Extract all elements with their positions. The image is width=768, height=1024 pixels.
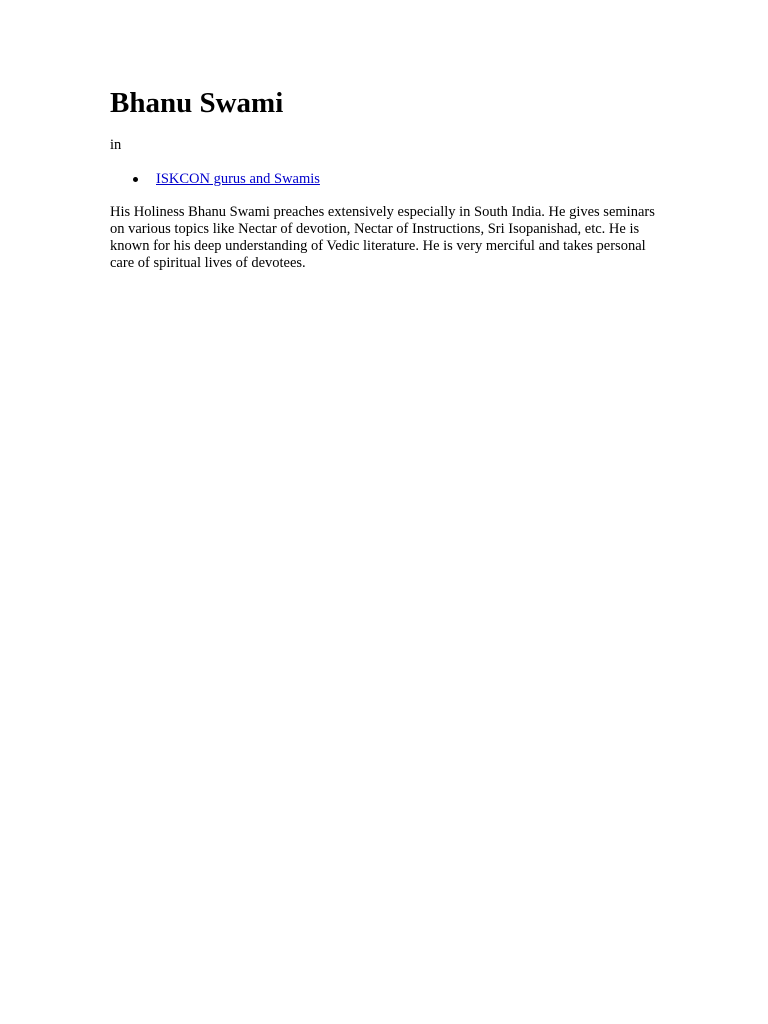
bullet-icon: [133, 177, 138, 182]
category-link-iskcon-gurus[interactable]: ISKCON gurus and Swamis: [156, 171, 320, 187]
in-label: in: [110, 137, 122, 153]
list-item: [110, 170, 320, 188]
category-list: [110, 170, 320, 188]
page-title: Bhanu Swami: [110, 87, 284, 119]
description-paragraph: His Holiness Bhanu Swami preaches extensively especially in South India. He gives seminars on various topics like Nectar of devotion, Nectar of Instructions, Sri Isopanishad, etc. He is known for his deep understanding of Vedic literature. He is very merciful and takes personal care of spiritual lives of devotees.: [110, 204, 655, 271]
